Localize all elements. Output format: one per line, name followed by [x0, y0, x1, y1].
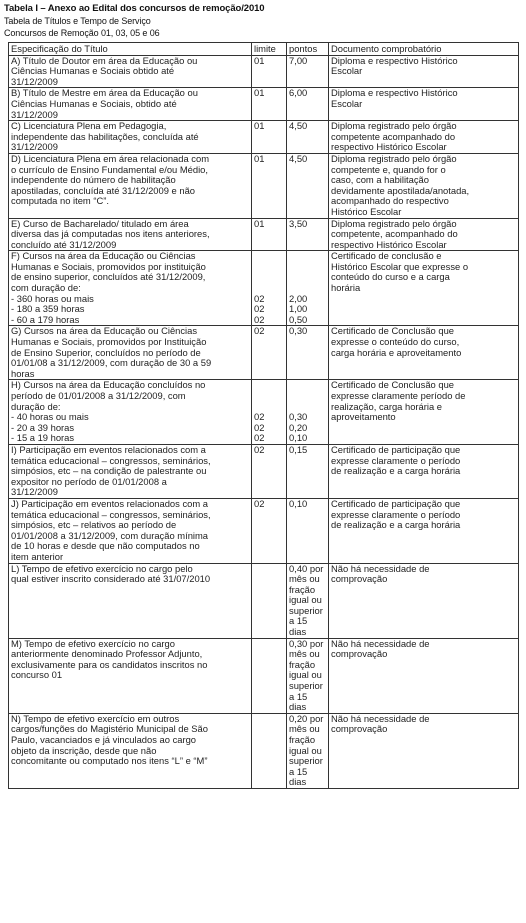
cell-line: 01: [254, 218, 265, 229]
points-cell: [287, 218, 329, 251]
table-row: [9, 218, 519, 251]
cell-line: 6,00: [289, 87, 308, 99]
table-row: [9, 563, 519, 638]
points-cell: [287, 638, 329, 713]
cell-line: superior: [289, 680, 323, 692]
limit-cell: [252, 498, 287, 563]
cell-line: [254, 380, 284, 391]
cell-line: Diploma e respectivo Histórico: [331, 87, 458, 99]
limit-cell: [252, 713, 287, 788]
cell-line: independente do número de habilitação: [11, 174, 176, 186]
cell-line: M) Tempo de efetivo exercício no cargo: [11, 638, 175, 649]
cell-line: expositor no período de 01/01/2008 a: [11, 475, 167, 487]
table-row: [9, 251, 519, 326]
limit-cell: [252, 218, 287, 251]
cell-line: expresse o conteúdo do curso,: [331, 336, 460, 348]
table-row: [9, 444, 519, 498]
cell-line: B) Título de Mestre em área da Educação ou: [11, 87, 198, 99]
cell-line: 3,50: [289, 218, 308, 229]
cell-line: fração: [289, 583, 316, 595]
document-cell: [329, 638, 519, 713]
limit-cell: [252, 326, 287, 380]
cell-line: a 15: [289, 690, 308, 702]
document-cell: [329, 563, 519, 638]
points-cell: [287, 326, 329, 380]
spec-cell: [9, 444, 252, 498]
document-cell: [329, 153, 519, 218]
limit-cell: [252, 380, 287, 445]
points-cell: [287, 121, 329, 154]
cell-line: 0,30: [289, 411, 308, 423]
spec-cell: [9, 55, 252, 88]
cell-line: 0,30 por: [289, 638, 324, 649]
cell-line: - 360 horas ou mais: [11, 292, 94, 304]
cell-line: igual ou: [289, 669, 322, 681]
limit-cell: [252, 121, 287, 154]
cell-line: Não há necessidade de: [331, 563, 430, 574]
limit-cell: [252, 88, 287, 121]
cell-line: Certificado de participação que: [331, 444, 461, 455]
cell-line: I) Participação em eventos relacionados com a: [11, 444, 206, 455]
cell-line: 0,40 por: [289, 563, 324, 574]
points-cell: [287, 380, 329, 445]
cell-line: mês ou: [289, 723, 320, 735]
document-header: [4, 3, 524, 39]
cell-line: diversa das já computadas nos itens anteriores,: [11, 228, 210, 240]
cell-line: superior: [289, 604, 323, 616]
cell-line: comprovação: [331, 723, 388, 735]
cell-line: 4,50: [289, 120, 308, 132]
cell-line: [254, 564, 284, 575]
cell-line: 0,30: [289, 325, 308, 337]
cell-line: respectivo Histórico Escolar: [331, 141, 447, 153]
cell-line: exclusivamente para os candidatos inscritos no: [11, 658, 208, 670]
cell-line: Ciências Humanas e Sociais obtido até: [11, 65, 175, 77]
cell-line: Paulo, vacanciados e já vinculados ao cargo: [11, 734, 197, 745]
cell-line: N) Tempo de efetivo exercício em outros: [11, 713, 180, 724]
titles-table: [8, 42, 519, 789]
spec-cell: [9, 563, 252, 638]
cell-line: 31/12/2009: [11, 141, 58, 153]
cell-line: Diploma registrado pelo órgão: [331, 120, 457, 132]
cell-line: fração: [289, 658, 316, 670]
cell-line: qual estiver inscrito considerado até 31/07/2010: [11, 573, 211, 585]
cell-line: concurso 01: [11, 669, 63, 681]
table-row: [9, 55, 519, 88]
table-row: [9, 326, 519, 380]
document-cell: [329, 88, 519, 121]
table-body: [9, 55, 519, 788]
cell-line: - 15 a 19 horas: [11, 432, 75, 444]
points-cell: [287, 498, 329, 563]
cell-line: Certificado de Conclusão que: [331, 325, 454, 337]
cell-line: 02: [254, 325, 265, 337]
cell-line: 01/01/2008 a 31/12/2009, com duração mínima: [11, 529, 209, 541]
column-header-limit: limite: [252, 43, 287, 56]
cell-line: mês ou: [289, 573, 320, 585]
column-header-points: pontos: [287, 43, 329, 56]
cell-line: de realização e a carga horária: [331, 519, 461, 531]
cell-line: igual ou: [289, 594, 322, 606]
cell-line: objeto da inscrição, desde que não: [11, 744, 157, 756]
cell-line: expresse claramente período de: [331, 390, 466, 401]
cell-line: G) Cursos na área da Educação ou Ciências: [11, 325, 198, 337]
cell-line: 0,10: [289, 432, 308, 444]
cell-line: independente das habilitações, concluída até: [11, 130, 199, 142]
cell-line: temática educacional – congressos, seminários,: [11, 454, 211, 466]
cell-line: expresse claramente o período: [331, 454, 461, 466]
cell-line: - 60 a 179 horas: [11, 313, 80, 325]
cell-line: carga horária e aproveitamento: [331, 346, 462, 358]
cell-line: Diploma registrado pelo órgão: [331, 218, 457, 229]
points-cell: [287, 55, 329, 88]
cell-line: 02: [254, 313, 265, 325]
cell-line: a 15: [289, 765, 308, 777]
cell-line: comprovação: [331, 573, 388, 585]
cell-line: de ensino superior, concluídos até 31/12/2009,: [11, 271, 206, 283]
document-cell: [329, 380, 519, 445]
document-cell: [329, 55, 519, 88]
cell-line: competente acompanhado do: [331, 130, 456, 142]
cell-line: fração: [289, 734, 316, 745]
cell-line: de Ensino Superior, concluídos no período de: [11, 346, 201, 358]
cell-line: concomitante ou computado nos itens “L” e “M”: [11, 755, 208, 767]
cell-line: [254, 391, 284, 402]
cell-line: computada no item “C”.: [11, 195, 109, 207]
cell-line: [254, 251, 284, 262]
cell-line: item anterior: [11, 550, 64, 562]
cell-line: o currículo de Ensino Fundamental e/ou Médio,: [11, 163, 208, 175]
spec-cell: [9, 380, 252, 445]
cell-line: F) Cursos na área da Educação ou Ciências: [11, 250, 196, 262]
points-cell: [287, 153, 329, 218]
cell-line: 02: [254, 303, 265, 315]
cell-line: [289, 262, 326, 273]
cell-line: 0,50: [289, 313, 308, 325]
cell-line: respectivo Histórico Escolar: [331, 238, 447, 250]
limit-cell: [252, 251, 287, 326]
cell-line: dias: [289, 776, 307, 788]
cell-line: concluído até 31/12/2009: [11, 238, 117, 250]
limit-cell: [252, 563, 287, 638]
cell-line: 2,00: [289, 292, 308, 304]
table-row: [9, 713, 519, 788]
cell-line: Certificado de participação que: [331, 498, 461, 509]
cell-line: comprovação: [331, 648, 388, 660]
cell-line: Escolar: [331, 65, 363, 77]
cell-line: 0,15: [289, 444, 308, 455]
spec-cell: [9, 251, 252, 326]
cell-line: temática educacional – congressos, seminários,: [11, 508, 211, 520]
table-row: [9, 88, 519, 121]
cell-line: simpósios, etc – relativos ao período de: [11, 519, 177, 531]
cell-line: 7,00: [289, 55, 308, 66]
cell-line: dias: [289, 701, 307, 713]
limit-cell: [252, 638, 287, 713]
cell-line: 31/12/2009: [11, 75, 58, 87]
table-row: [9, 638, 519, 713]
cell-line: J) Participação em eventos relacionados com a: [11, 498, 208, 509]
cell-line: 01: [254, 153, 265, 164]
spec-cell: [9, 88, 252, 121]
cell-line: apostiladas, concluída até 31/12/2009 e não: [11, 184, 195, 196]
cell-line: 02: [254, 444, 265, 455]
cell-line: [254, 714, 284, 725]
column-header-spec: Especificação do Título: [9, 43, 252, 56]
cell-line: [254, 262, 284, 273]
cell-line: superior: [289, 755, 323, 767]
cell-line: Diploma registrado pelo órgão: [331, 153, 457, 164]
cell-line: - 20 a 39 horas: [11, 421, 75, 433]
cell-line: Humanas e Sociais, promovidos por instituição: [11, 260, 206, 272]
cell-line: 0,20 por: [289, 713, 324, 724]
cell-line: 02: [254, 421, 265, 433]
cell-line: duração de:: [11, 400, 61, 412]
cell-line: mês ou: [289, 648, 320, 660]
cell-line: A) Título de Doutor em área da Educação ou: [11, 55, 198, 66]
cell-line: Certificado de Conclusão que: [331, 379, 454, 391]
document-cell: [329, 121, 519, 154]
cell-line: aproveitamento: [331, 411, 396, 423]
table-header-row: [9, 43, 519, 56]
points-cell: [287, 563, 329, 638]
spec-cell: [9, 121, 252, 154]
table-title: Tabela I – Anexo ao Edital dos concursos de remoção/2010: [4, 3, 265, 14]
column-header-document: Documento comprobatório: [329, 43, 519, 56]
cell-line: D) Licenciatura Plena em área relacionada com: [11, 153, 210, 164]
cell-line: cargos/funções do Magistério Municipal de São: [11, 723, 208, 735]
table-subtitle: Tabela de Títulos e Tempo de Serviço: [4, 16, 151, 26]
contest-list: Concursos de Remoção 01, 03, 05 e 06: [4, 28, 160, 38]
cell-line: [254, 272, 284, 283]
cell-line: [254, 639, 284, 650]
points-cell: [287, 444, 329, 498]
cell-line: 1,00: [289, 303, 308, 315]
cell-line: Humanas e Sociais, promovidos por Instituição: [11, 336, 207, 348]
document-cell: [329, 218, 519, 251]
cell-line: [289, 380, 326, 391]
cell-line: Diploma e respectivo Histórico: [331, 55, 458, 66]
cell-line: conteúdo do curso e a carga: [331, 271, 450, 283]
cell-line: 01: [254, 55, 265, 66]
document-cell: [329, 713, 519, 788]
cell-line: acompanhado do respectivo: [331, 195, 449, 207]
cell-line: a 15: [289, 615, 308, 627]
cell-line: 02: [254, 292, 265, 304]
cell-line: horas: [11, 367, 35, 379]
cell-line: competente e, quando for o: [331, 163, 446, 175]
cell-line: 01: [254, 87, 265, 99]
document-cell: [329, 498, 519, 563]
cell-line: 02: [254, 498, 265, 509]
cell-line: de realização e a carga horária: [331, 465, 461, 477]
cell-line: competente, acompanhado do: [331, 228, 458, 240]
document-cell: [329, 326, 519, 380]
cell-line: 02: [254, 411, 265, 423]
cell-line: anteriormente denominado Professor Adjunto,: [11, 648, 203, 660]
cell-line: [289, 272, 326, 283]
table-row: [9, 153, 519, 218]
cell-line: Não há necessidade de: [331, 713, 430, 724]
cell-line: dias: [289, 626, 307, 638]
spec-cell: [9, 638, 252, 713]
document-cell: [329, 444, 519, 498]
cell-line: C) Licenciatura Plena em Pedagogia,: [11, 120, 167, 132]
cell-line: realização, carga horária e: [331, 400, 442, 412]
cell-line: Ciências Humanas e Sociais, obtido até: [11, 97, 177, 109]
cell-line: simpósios, etc – na condição de palestrante ou: [11, 465, 207, 477]
spec-cell: [9, 218, 252, 251]
spec-cell: [9, 713, 252, 788]
points-cell: [287, 251, 329, 326]
cell-line: caso, com a habilitação: [331, 174, 429, 186]
cell-line: 01/01/08 a 31/12/2009, com duração de 30 a 59: [11, 357, 212, 369]
spec-cell: [9, 153, 252, 218]
cell-line: com duração de:: [11, 282, 81, 294]
cell-line: 0,20: [289, 421, 308, 433]
cell-line: 01: [254, 120, 265, 132]
cell-line: - 40 horas ou mais: [11, 411, 89, 423]
cell-line: E) Curso de Bacharelado/ titulado em área: [11, 218, 189, 229]
cell-line: de 10 horas e desde que não computados no: [11, 540, 200, 552]
limit-cell: [252, 444, 287, 498]
cell-line: 0,10: [289, 498, 308, 509]
cell-line: [289, 251, 326, 262]
cell-line: Certificado de conclusão e: [331, 250, 442, 262]
limit-cell: [252, 153, 287, 218]
cell-line: horária: [331, 282, 361, 294]
table-row: [9, 380, 519, 445]
document-cell: [329, 251, 519, 326]
cell-line: 4,50: [289, 153, 308, 164]
spec-cell: [9, 326, 252, 380]
cell-line: período de 01/01/2008 a 31/12/2009, com: [11, 390, 186, 401]
cell-line: Escolar: [331, 97, 363, 109]
cell-line: devidamente apostilada/anotada,: [331, 184, 470, 196]
cell-line: 31/12/2009: [11, 486, 58, 498]
cell-line: 31/12/2009: [11, 108, 58, 120]
cell-line: expresse claramente o período: [331, 508, 461, 520]
cell-line: Histórico Escolar que expresse o: [331, 260, 469, 272]
cell-line: - 180 a 359 horas: [11, 303, 85, 315]
table-row: [9, 498, 519, 563]
cell-line: Histórico Escolar: [331, 205, 402, 217]
points-cell: [287, 713, 329, 788]
cell-line: 02: [254, 432, 265, 444]
table-row: [9, 121, 519, 154]
cell-line: [289, 391, 326, 402]
points-cell: [287, 88, 329, 121]
cell-line: H) Cursos na área da Educação concluídos no: [11, 379, 206, 391]
limit-cell: [252, 55, 287, 88]
cell-line: Não há necessidade de: [331, 638, 430, 649]
cell-line: igual ou: [289, 744, 322, 756]
cell-line: L) Tempo de efetivo exercício no cargo pelo: [11, 563, 193, 574]
spec-cell: [9, 498, 252, 563]
